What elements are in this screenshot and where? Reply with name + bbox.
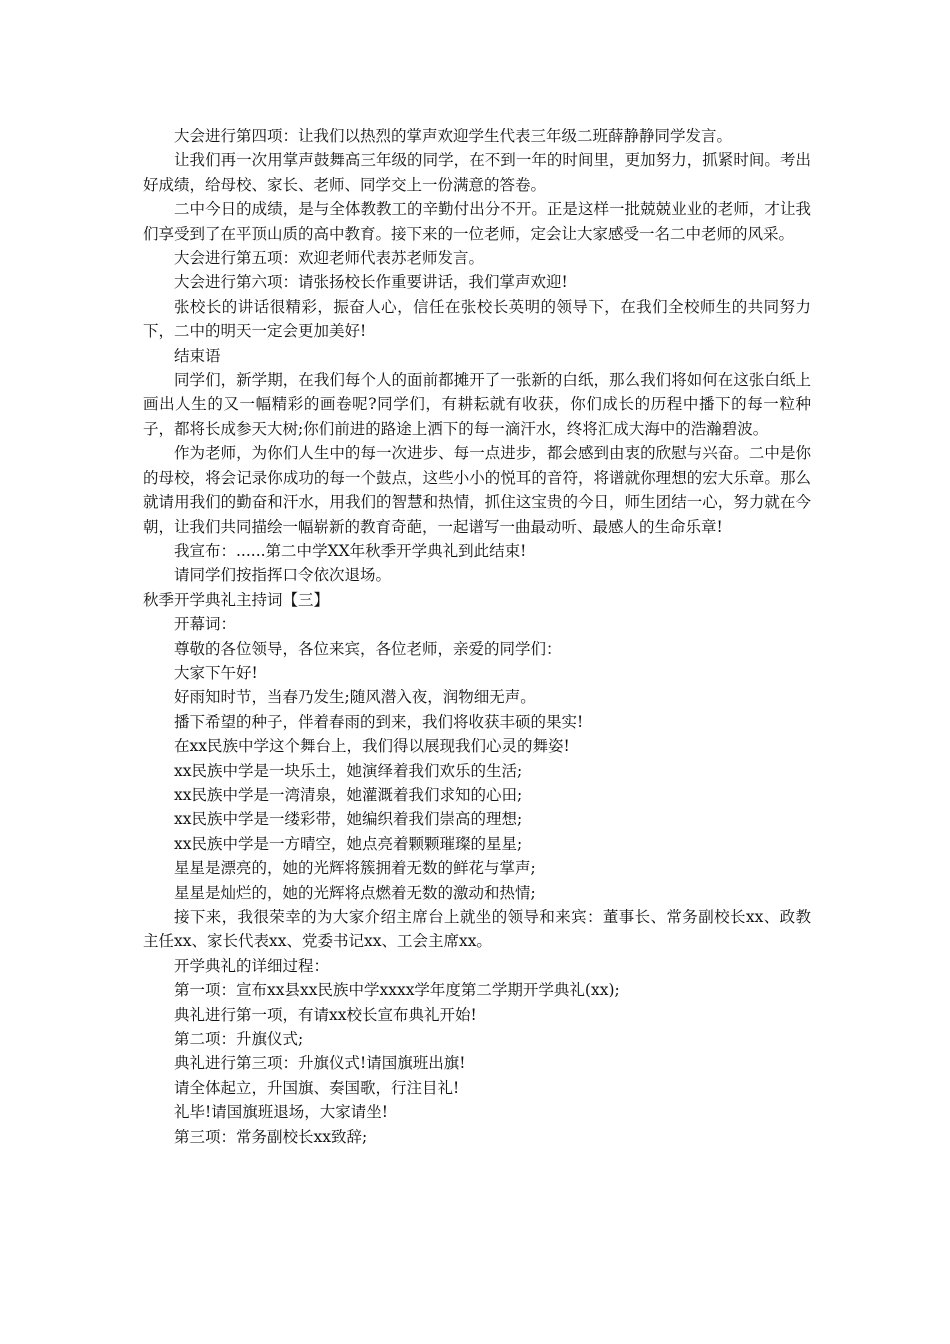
paragraph: xx民族中学是一方晴空，她点亮着颗颗璀璨的星星; xyxy=(174,834,523,853)
paragraph: 大会进行第四项：让我们以热烈的掌声欢迎学生代表三年级二班薛静静同学发言。 xyxy=(174,127,733,145)
paragraph: 我宣布：......第二中学XX年秋季开学典礼到此结束! xyxy=(174,541,527,560)
document-section-title: 秋季开学典礼主持词【三】 xyxy=(143,590,330,609)
paragraph: 典礼进行第三项：升旗仪式!请国旗班出旗! xyxy=(174,1054,466,1073)
paragraph: 作为老师，为你们人生中的每一次进步、每一点进步，都会感到由衷的欣慰与兴奋。二中是你的母校，将会记录你成功的每一个鼓点，这些小小的悦耳的音符，将谱就你理想的宏大乐章。那么就请用我们的勤奋和汗水，用我们的智慧和热情，抓住这宝贵的今日，师生团结一心，努力就在今朝，让我们共同描绘一幅崭新的教育奇葩，一起谱写一曲最动听、最感人的生命乐章! xyxy=(143,444,811,536)
section-heading-closing: 结束语 xyxy=(174,346,221,365)
paragraph: 大会进行第五项：欢迎老师代表苏老师发言。 xyxy=(174,249,485,268)
paragraph: 尊敬的各位领导，各位来宾，各位老师，亲爱的同学们： xyxy=(174,639,562,658)
paragraph: 在xx民族中学这个舞台上，我们得以展现我们心灵的舞姿! xyxy=(174,737,570,756)
paragraph: 请同学们按指挥口令依次退场。 xyxy=(174,566,392,585)
paragraph: 二中今日的成绩，是与全体教教工的辛勤付出分不开。正是这样一批兢兢业业的老师，才让我们享受到了在平顶山质的高中教育。接下来的一位老师，定会让大家感受一名二中老师的风采。 xyxy=(143,200,811,243)
paragraph: 好雨知时节，当春乃发生;随风潜入夜，润物细无声。 xyxy=(174,688,536,707)
paragraph: 第二项：升旗仪式; xyxy=(174,1030,304,1049)
paragraph: 同学们，新学期，在我们每个人的面前都摊开了一张新的白纸，那么我们将如何在这张白纸上画出人生的又一幅精彩的画卷呢?同学们，有耕耘就有收获，你们成长的历程中播下的每一粒种子，都将长成参天大树;你们前进的路途上洒下的每一滴汗水，终将汇成大海中的浩瀚碧波。 xyxy=(143,371,811,438)
paragraph: 大会进行第六项：请张扬校长作重要讲话，我们掌声欢迎! xyxy=(174,273,568,292)
paragraph: 礼毕!请国旗班退场，大家请坐! xyxy=(174,1103,388,1122)
paragraph: 第三项：常务副校长xx致辞; xyxy=(174,1127,368,1146)
paragraph: 大家下午好! xyxy=(174,663,258,682)
document-page xyxy=(143,124,811,1149)
paragraph: xx民族中学是一块乐土，她演绎着我们欢乐的生活; xyxy=(174,761,523,780)
paragraph: 第一项：宣布xx县xx民族中学xxxx学年度第二学期开学典礼(xx); xyxy=(174,981,620,1000)
paragraph: 开幕词： xyxy=(174,615,237,634)
paragraph: 接下来，我很荣幸的为大家介绍主席台上就坐的领导和来宾：董事长、常务副校长xx、政教主任xx、家长代表xx、党委书记xx、工会主席xx。 xyxy=(143,908,811,951)
paragraph: 请全体起立，升国旗、奏国歌，行注目礼! xyxy=(174,1078,460,1097)
paragraph: 开学典礼的详细过程： xyxy=(174,956,330,975)
paragraph: 星星是漂亮的，她的光辉将簇拥着无数的鲜花与掌声; xyxy=(174,859,536,878)
paragraph: 星星是灿烂的，她的光辉将点燃着无数的激动和热情; xyxy=(174,883,536,902)
paragraph: 张校长的讲话很精彩，振奋人心，信任在张校长英明的领导下，在我们全校师生的共同努力下，二中的明天一定会更加美好! xyxy=(143,297,811,341)
paragraph: 典礼进行第一项，有请xx校长宣布典礼开始! xyxy=(174,1005,477,1024)
paragraph: 让我们再一次用掌声鼓舞高三年级的同学，在不到一年的时间里，更加努力，抓紧时间。考出好成绩，给母校、家长、老师、同学交上一份满意的答卷。 xyxy=(143,151,811,194)
paragraph: xx民族中学是一缕彩带，她编织着我们崇高的理想; xyxy=(174,810,523,829)
paragraph: xx民族中学是一湾清泉，她灌溉着我们求知的心田; xyxy=(174,785,523,804)
paragraph: 播下希望的种子，伴着春雨的到来，我们将收获丰硕的果实! xyxy=(174,712,584,731)
